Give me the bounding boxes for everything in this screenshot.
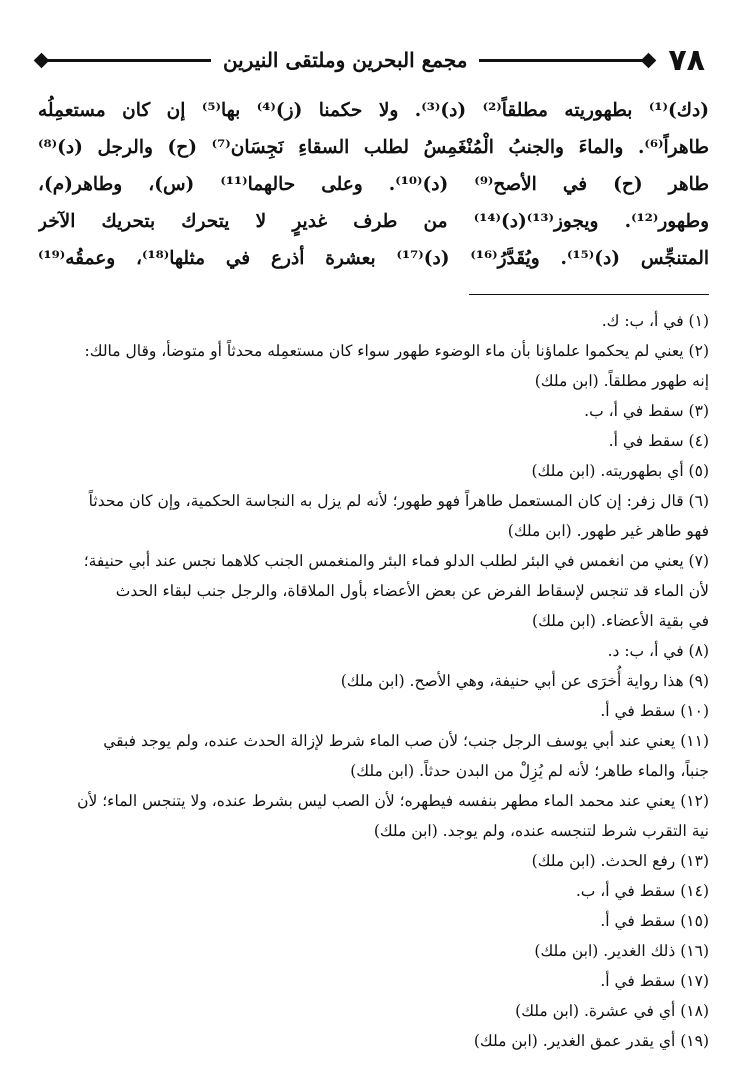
footnote: [38, 396, 709, 426]
footnote: [38, 696, 709, 726]
footnote: [38, 726, 709, 786]
footnote-line: (١٣) رفع الحدث. (ابن ملك): [531, 852, 709, 870]
main-text-line: المتنجِّس (د)⁽¹⁵⁾. ويُقَدَّرُ⁽¹⁶⁾ (د)⁽¹⁷⁾ بعشرة أذرع في مثلها⁽¹⁸⁾، وعمقُه⁽¹⁹⁾: [38, 248, 709, 269]
footnote-line: لأن الماء قد تنجس لإسقاط الفرض عن بعض الأعضاء بأول الملاقاة، والرجل جنب لبقاء الحدث: [115, 582, 709, 600]
footnote-line: (١٢) يعني عند محمد الماء مطهر بنفسه فيطهره؛ لأن الصب ليس بشرط عنده، ولا يتنجس الماء؛ لأن: [77, 792, 709, 810]
footnote: [38, 456, 709, 486]
footnote-line: (٢) يعني لم يحكموا علماؤنا بأن ماء الوضوء طهور سواء كان مستعمِله محدثاً أو متوضأ، وقال مالك:: [84, 342, 709, 360]
footnote: [38, 936, 709, 966]
footnote: [38, 786, 709, 846]
footnote: [38, 306, 709, 336]
footnote-line: (١١) يعني عند أبي يوسف الرجل جنب؛ لأن صب الماء شرط لإزالة الحدث عنده، ولم يوجد فبقي: [103, 732, 709, 750]
footnote-line: (١٠) سقط في أ.: [600, 702, 709, 720]
footnote: [38, 966, 709, 996]
page-header: [36, 40, 705, 80]
footnote-line: (٨) في أ، ب: د.: [607, 642, 709, 660]
footnote-line: (١٧) سقط في أ.: [600, 972, 709, 990]
footnote-separator: [469, 294, 709, 295]
main-text-line: (دك)⁽¹⁾ بطهوريته مطلقاً⁽²⁾ (د)⁽³⁾. ولا حكمنا (ز)⁽⁴⁾ بها⁽⁵⁾ إن كان مستعمِلُه: [38, 100, 709, 121]
footnote: [38, 546, 709, 636]
diamond-ornament-icon: [641, 52, 657, 68]
footnote: [38, 486, 709, 546]
footnote: [38, 996, 709, 1026]
footnote-line: (٤) سقط في أ.: [608, 432, 709, 450]
footnote-line: (١) في أ، ب: ك.: [601, 312, 709, 330]
header-line-right: [479, 59, 643, 62]
page-number: ٧٨: [668, 42, 705, 78]
footnote-line: نية التقرب شرط لتنجسه عنده، ولم يوجد. (ابن ملك): [373, 822, 709, 840]
main-text: [38, 92, 709, 277]
footnote-line: فهو طاهر غير طهور. (ابن ملك): [507, 522, 709, 540]
footnote: [38, 666, 709, 696]
footnote-line: (٦) قال زفر: إن كان المستعمل طاهراً فهو طهور؛ لأنه لم يزل به النجاسة الحكمية، وإن كان محدثاً: [88, 492, 709, 510]
footnote-line: (٧) يعني من انغمس في البئر لطلب الدلو فماء البئر والمنغمس الجنب كلاهما نجس عند أبي حنيفة؛: [83, 552, 709, 570]
footnotes: [38, 306, 709, 1056]
footnote-line: إنه طهور مطلقاً. (ابن ملك): [534, 372, 709, 390]
header-line-left: [47, 59, 211, 62]
footnote-line: (١٨) أي في عشرة. (ابن ملك): [515, 1002, 709, 1020]
diamond-ornament-icon: [34, 52, 50, 68]
footnote: [38, 336, 709, 396]
footnote: [38, 876, 709, 906]
footnote: [38, 1026, 709, 1056]
main-text-line: طاهراً⁽⁶⁾. والماءَ والجنبُ الْمُنْغَمِسُ لطلب السقاءِ نَجِسَان⁽⁷⁾ (ح) والرجل (د)⁽⁸⁾: [38, 137, 709, 158]
footnote-line: (١٥) سقط في أ.: [600, 912, 709, 930]
footnote: [38, 846, 709, 876]
footnote-line: (١٩) أي يقدر عمق الغدير. (ابن ملك): [473, 1032, 709, 1050]
footnote-line: (٩) هذا رواية أُخرَى عن أبي حنيفة، وهي الأصح. (ابن ملك): [340, 672, 709, 690]
footnote-line: (٣) سقط في أ، ب.: [584, 402, 709, 420]
footnote-line: (١٤) سقط في أ، ب.: [575, 882, 709, 900]
footnote: [38, 426, 709, 456]
footnote-line: (٥) أي بطهوريته. (ابن ملك): [531, 462, 709, 480]
main-text-line: طاهر (ح) في الأصح⁽⁹⁾ (د)⁽¹⁰⁾. وعلى حالهما⁽¹¹⁾ (س)، وطاهر(م)،: [38, 174, 709, 195]
footnote-line: في بقية الأعضاء. (ابن ملك): [532, 612, 709, 630]
footnote-line: جنباً، والماء طاهر؛ لأنه لم يُزِلْ من البدن حدثاً. (ابن ملك): [350, 762, 709, 780]
footnote: [38, 636, 709, 666]
header-rule: [36, 48, 654, 72]
book-title: مجمع البحرين وملتقى النيرين: [222, 48, 468, 72]
footnote-line: (١٦) ذلك الغدير. (ابن ملك): [534, 942, 709, 960]
footnote: [38, 906, 709, 936]
main-text-line: وطهور⁽¹²⁾. ويجوز⁽¹³⁾(د)⁽¹⁴⁾ من طرف غديرٍ لا يتحرك بتحريك الآخر: [38, 211, 709, 232]
